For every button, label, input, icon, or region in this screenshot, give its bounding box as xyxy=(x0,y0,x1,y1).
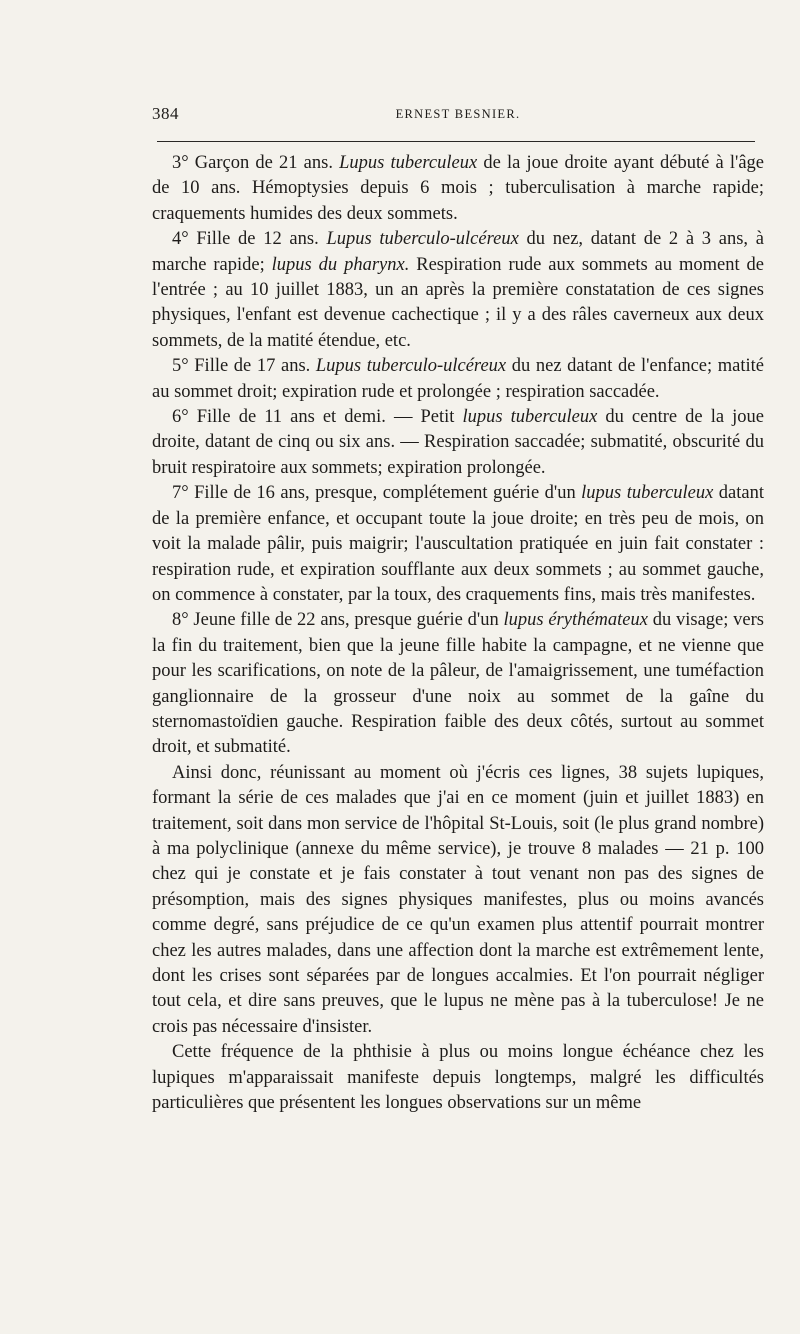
text-run: 5° Fille de 17 ans. xyxy=(172,356,316,377)
paragraph xyxy=(152,151,764,227)
running-head: ERNEST BESNIER. xyxy=(395,107,521,121)
text-run: du centre de la joue droite, datant de cinq ou six ans. — Respiration saccadée; submatité, obscurité du bruit respiratoire aux sommets; expiration prolongée. xyxy=(152,407,764,478)
paragraph xyxy=(152,1040,764,1116)
header-rule xyxy=(157,141,755,142)
italic-term: lupus tuberculeux xyxy=(581,483,714,504)
italic-term: Lupus tuberculo-ulcéreux xyxy=(315,356,507,377)
text-run: Ainsi donc, réunissant au moment où j'écris ces lignes, 38 sujets lupiques, formant la série de ces malades que j'ai en ce moment (juin et juillet 1883) en traitement, soit dans mon service de l'hôpital St-Louis, soit (le plus grand nombre) à ma polyclinique (annexe du même service), je trouve 8 malades — 21 p. 100 chez qui je constate et je fais constater à tout venant non pas des signes de présomption, mais des signes physiques manifestes, plus ou moins avancés comme degré, sans préjudice de ce qu'un examen plus attentif pourrait montrer chez les autres malades, dans une affection dont la marche est extrêmement lente, dont les crises sont séparées par de longues accalmies. Et l'on pourrait négliger tout cela, et dire sans preuves, que le lupus ne mène pas à la tuberculose! Je ne crois pas nécessaire d'insister. xyxy=(152,762,764,1037)
paragraph xyxy=(152,761,764,1040)
paragraph xyxy=(152,608,764,760)
text-run: 8° Jeune fille de 22 ans, presque guérie d'un xyxy=(172,610,504,631)
page-body-text xyxy=(152,151,764,1116)
text-run: datant de la première enfance, et occupant toute la joue droite; en très peu de mois, on voit la malade pâlir, puis maigrir; l'auscultation pratiquée en juin fait constater : respiration rude, et expiration soufflante aux deux sommets ; au sommet gauche, on commence à constater, par la toux, des craquements fins, mais très manifestes. xyxy=(152,483,764,605)
text-run: 3° Garçon de 21 ans. xyxy=(172,153,340,173)
text-run: 4° Fille de 12 ans. xyxy=(172,229,327,250)
text-run: du visage; vers la fin du traitement, bien que la jeune fille habite la campagne, et ne vienne que pour les scarifications, on note de la pâleur, de l'amaigrissement, une tuméfaction ganglionnaire de la grosseur d'une noix au sommet de la gaîne du sternomastoïdien gauche. Respiration faible des deux côtés, surtout au sommet droit, et submatité. xyxy=(152,610,764,758)
text-run: Respiration rude aux sommets au moment de l'entrée ; au 10 juillet 1883, un an après la première constatation de ces signes physiques, l'enfant est devenue cachectique ; il y a des râles caverneux aux deux sommets, de la matité étendue, etc. xyxy=(152,254,764,351)
italic-term: lupus érythémateux xyxy=(503,610,648,631)
italic-term: lupus du pharynx. xyxy=(271,254,410,275)
text-run: 7° Fille de 16 ans, presque, complétement guérie d'un xyxy=(172,483,582,504)
text-run: de la joue droite ayant débuté à l'âge de 10 ans. Hémoptysies depuis 6 mois ; tuberculisation à marche rapide; craquements humides des deux sommets. xyxy=(152,153,765,224)
italic-term: Lupus tuberculo-ulcéreux xyxy=(326,229,519,250)
text-run: du nez datant de l'enfance; matité au sommet droit; expiration rude et prolongée ; respiration saccadée. xyxy=(152,356,764,402)
text-run: du nez, datant de 2 à 3 ans, à marche rapide; xyxy=(152,229,764,275)
paragraph xyxy=(152,354,764,405)
paragraph xyxy=(152,405,764,481)
italic-term: Lupus tuberculeux xyxy=(339,153,478,173)
italic-term: lupus tuberculeux xyxy=(462,407,598,428)
paragraph xyxy=(152,227,764,354)
page-header xyxy=(152,104,764,128)
paragraph xyxy=(152,481,764,608)
page-number: 384 xyxy=(152,104,179,123)
text-run: Cette fréquence de la phthisie à plus ou moins longue échéance chez les lupiques m'apparaissait manifeste depuis longtemps, malgré les difficultés particulières que présentent les longues observations sur un même xyxy=(152,1042,764,1114)
text-run: 6° Fille de 11 ans et demi. — Petit xyxy=(172,407,463,428)
